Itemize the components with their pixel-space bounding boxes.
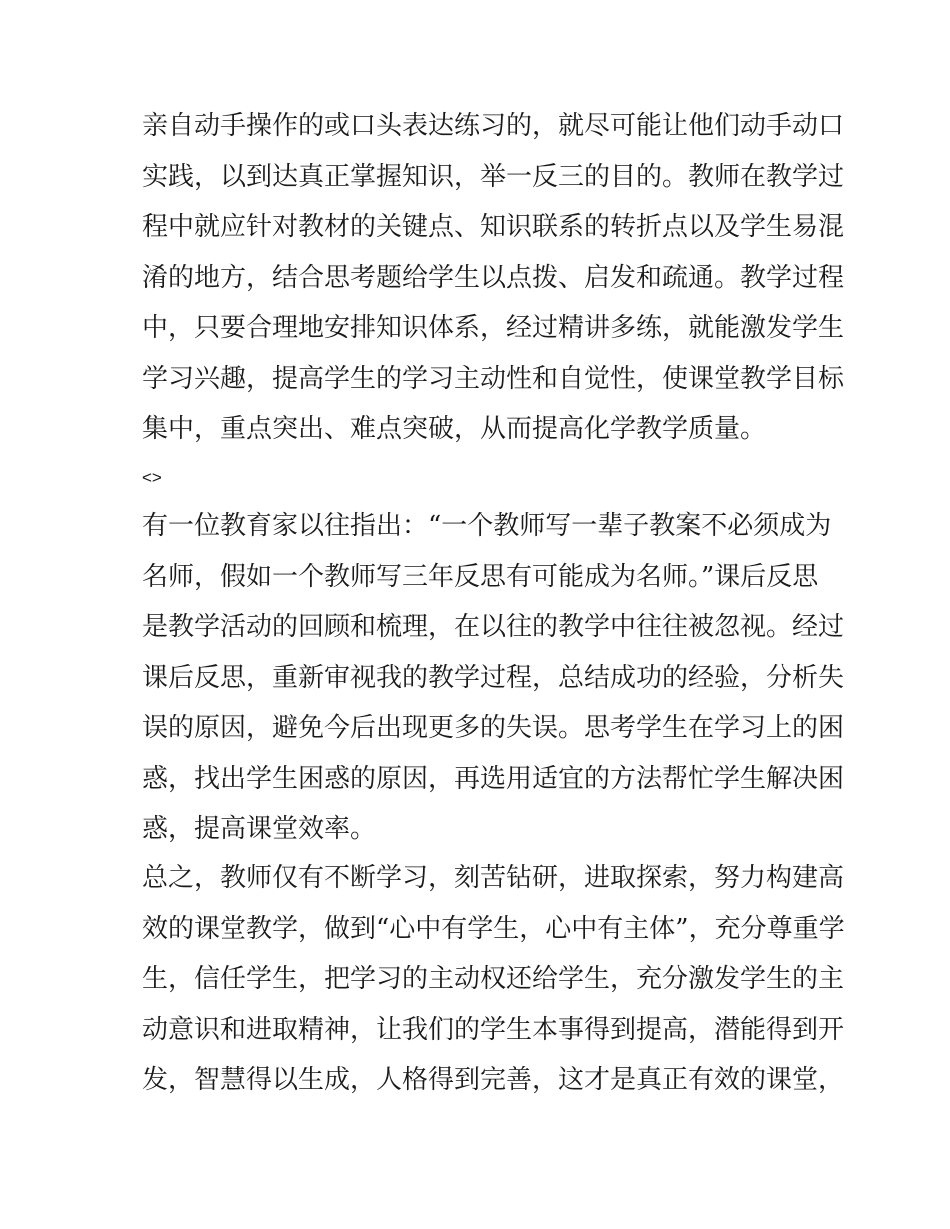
paragraph-2 — [142, 501, 845, 855]
paragraph-line: 集中，重点突出、难点突破，从而提高化学教学质量。 — [142, 414, 767, 444]
paragraph-line: 名师，假如一个教师写三年反思有可能成为名师。”课后反思 — [142, 561, 819, 592]
paragraph-line: 惑，找出学生困惑的原因，再选用适宜的方法帮忙学生解决困 — [142, 763, 845, 794]
paragraph-line: 有一位教育家以往指出：“一个教师写一辈子教案不必须成为 — [142, 511, 832, 541]
paragraph-line: 生，信任学生，把学习的主动权还给学生，充分激发学生的主 — [142, 964, 845, 994]
paragraph-line: 发，智慧得以生成，人格得到完善，这才是真正有效的课堂， — [142, 1065, 845, 1095]
paragraph-3 — [142, 853, 845, 1106]
paragraph-line: 是教学活动的回顾和梳理，在以往的教学中往往被忽视。经过 — [142, 612, 845, 642]
paragraph-line: 亲自动手操作的或口头表达练习的，就尽可能让他们动手动口 — [142, 111, 845, 141]
paragraph-line: 效的课堂教学，做到“心中有学生，心中有主体”，充分尊重学 — [142, 913, 845, 944]
paragraph-line: 总之，教师仅有不断学习，刻苦钻研，进取探索，努力构建高 — [142, 863, 845, 893]
paragraph-line: 学习兴趣，提高学生的学习主动性和自觉性，使课堂教学目标 — [142, 363, 845, 394]
section-marker: <> — [142, 468, 162, 487]
paragraph-line: 中，只要合理地安排知识体系，经过精讲多练，就能激发学生 — [142, 313, 845, 343]
paragraph-line: 实践，以到达真正掌握知识，举一反三的目的。教师在教学过 — [142, 161, 845, 192]
paragraph-line: 程中就应针对教材的关键点、知识联系的转折点以及学生易混 — [142, 212, 845, 242]
paragraph-line: 课后反思，重新审视我的教学过程，总结成功的经验，分析失 — [142, 662, 845, 693]
paragraph-line: 误的原因，避免今后出现更多的失误。思考学生在学习上的困 — [142, 713, 845, 743]
paragraph-1 — [142, 101, 845, 455]
paragraph-line: 惑，提高课堂效率。 — [142, 814, 377, 844]
paragraph-line: 动意识和进取精神，让我们的学生本事得到提高，潜能得到开 — [142, 1014, 845, 1045]
paragraph-line: 淆的地方，结合思考题给学生以点拨、启发和疏通。教学过程 — [142, 262, 845, 293]
